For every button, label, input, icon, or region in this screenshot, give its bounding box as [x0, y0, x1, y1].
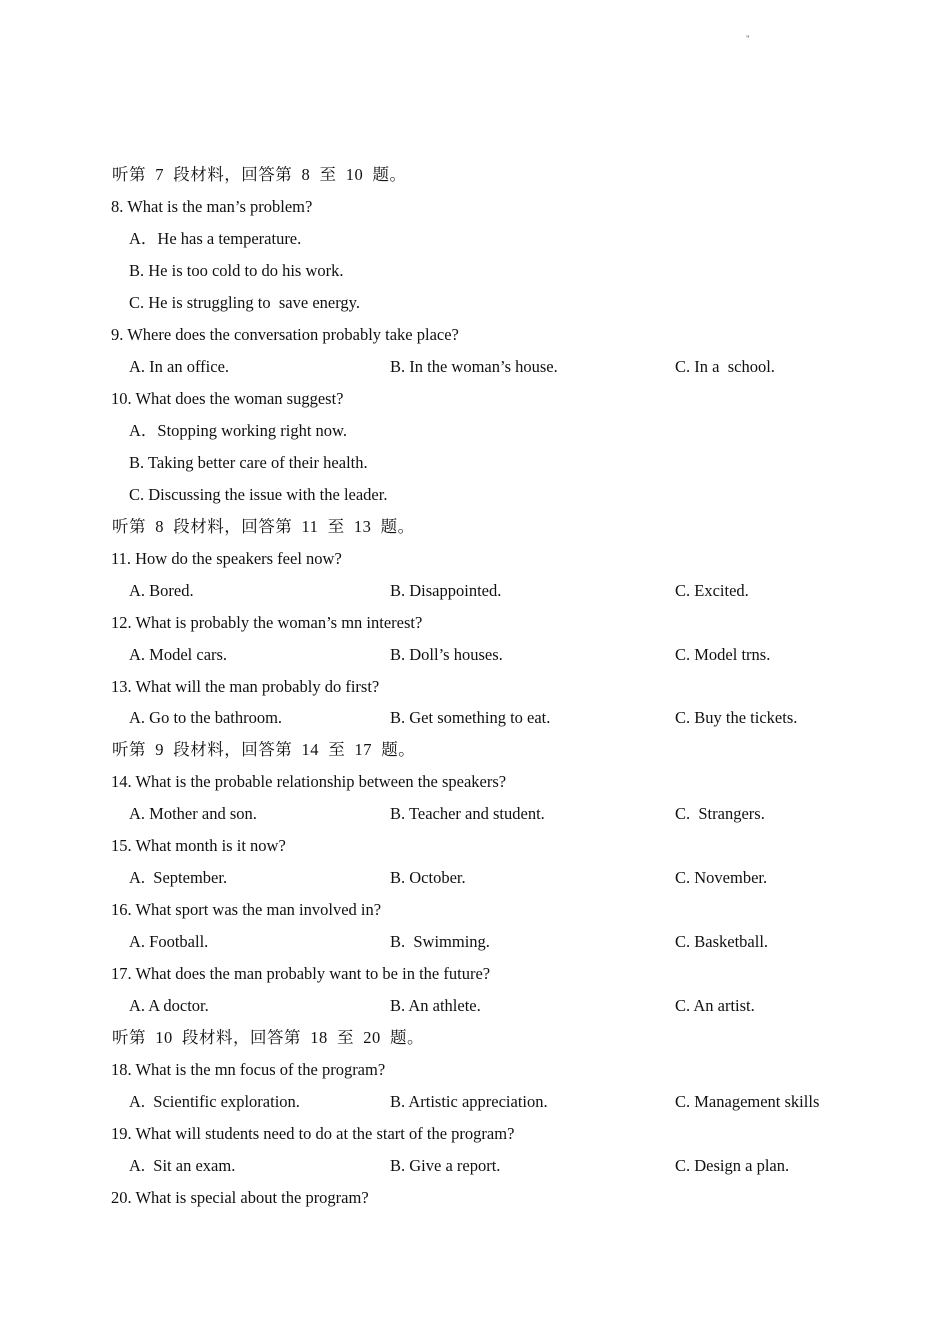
- option-line: B. Taking better care of their health.: [129, 452, 368, 472]
- option-a: A. In an office.: [129, 356, 230, 376]
- option-b: B. Give a report.: [390, 1156, 501, 1176]
- question-text: 9. Where does the conversation probably take place?: [111, 324, 459, 344]
- top-mark: ": [746, 34, 750, 44]
- option-line: A．He has a temperature.: [129, 228, 302, 248]
- option-b: B. Doll’s houses.: [390, 644, 503, 664]
- option-a: A. Sit an exam.: [129, 1156, 236, 1176]
- section-heading: 听第 7 段材料，回答第 8 至 10 题。: [112, 165, 407, 184]
- option-line: A．Stopping working right now.: [129, 420, 348, 440]
- option-a: A. Football.: [129, 932, 209, 952]
- option-b: B. October.: [390, 868, 466, 888]
- option-line: C. He is struggling to save energy.: [129, 292, 360, 312]
- option-c: C. Strangers.: [675, 804, 765, 824]
- question-text: 13. What will the man probably do first?: [111, 676, 380, 696]
- option-line: B. He is too cold to do his work.: [129, 260, 344, 280]
- question-text: 10. What does the woman suggest?: [111, 388, 344, 408]
- option-line: C. Discussing the issue with the leader.: [129, 484, 388, 504]
- option-c: C. Excited.: [675, 580, 749, 600]
- section-heading: 听第 9 段材料，回答第 14 至 17 题。: [112, 740, 416, 760]
- option-c: C. Management skills: [675, 1092, 820, 1112]
- option-b: B. Disappointed.: [390, 580, 502, 600]
- option-a: A. Go to the bathroom.: [129, 708, 283, 728]
- option-b: B. An athlete.: [390, 996, 481, 1016]
- option-c: C. Basketball.: [675, 932, 769, 952]
- question-text: 12. What is probably the woman’s mn interest?: [111, 612, 423, 632]
- question-text: 15. What month is it now?: [111, 836, 286, 856]
- question-text: 17. What does the man probably want to be in the future?: [111, 964, 491, 984]
- question-text: 20. What is special about the program?: [111, 1188, 369, 1208]
- question-text: 8. What is the man’s problem?: [111, 196, 313, 216]
- option-c: C. Design a plan.: [675, 1156, 790, 1176]
- option-a: A. Mother and son.: [129, 804, 257, 824]
- option-a: A. Scientific exploration.: [129, 1092, 300, 1112]
- option-b: B. In the woman’s house.: [390, 356, 558, 376]
- section-heading: 听第 8 段材料，回答第 11 至 13 题。: [112, 516, 415, 536]
- option-b: B. Get something to eat.: [390, 708, 551, 728]
- option-c: C. In a school.: [675, 356, 775, 376]
- question-text: 16. What sport was the man involved in?: [111, 900, 382, 920]
- option-c: C. An artist.: [675, 996, 755, 1016]
- section-heading: 听第 10 段材料，回答第 18 至 20 题。: [112, 1028, 424, 1048]
- option-c: C. Model trns.: [675, 644, 771, 664]
- option-c: C. November.: [675, 868, 768, 888]
- question-text: 19. What will students need to do at the start of the program?: [111, 1124, 515, 1144]
- question-text: 14. What is the probable relationship between the speakers?: [111, 772, 507, 792]
- option-a: A. A doctor.: [129, 996, 209, 1016]
- option-b: B. Artistic appreciation.: [390, 1092, 548, 1112]
- option-a: A. September.: [129, 868, 228, 888]
- option-b: B. Swimming.: [390, 932, 490, 952]
- question-text: 18. What is the mn focus of the program?: [111, 1060, 386, 1080]
- option-b: B. Teacher and student.: [390, 804, 545, 824]
- option-a: A. Model cars.: [129, 644, 228, 664]
- option-c: C. Buy the tickets.: [675, 708, 798, 728]
- question-text: 11. How do the speakers feel now?: [111, 548, 342, 568]
- option-a: A. Bored.: [129, 580, 194, 600]
